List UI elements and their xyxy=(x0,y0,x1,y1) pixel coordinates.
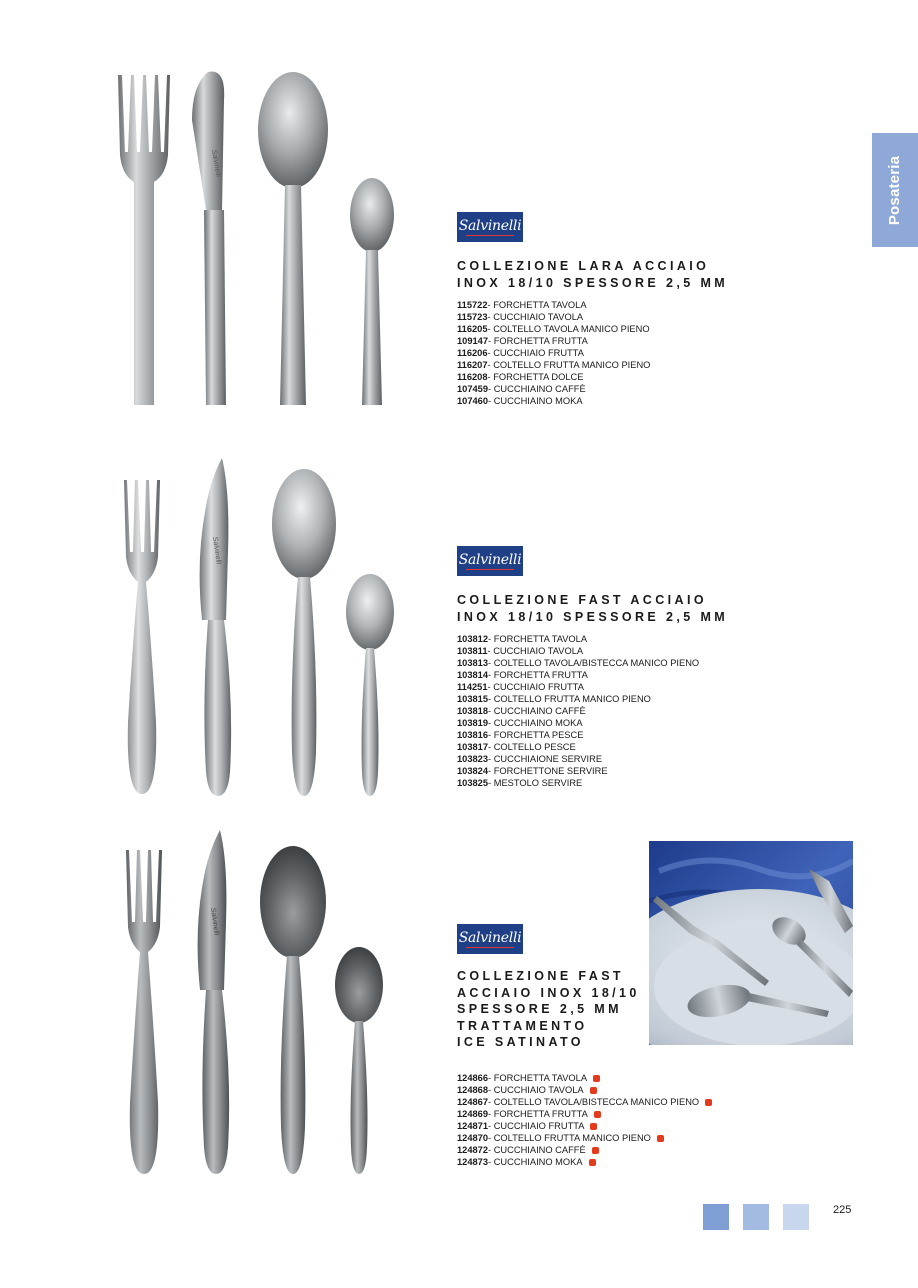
brand-logo: Salvinelli xyxy=(457,924,523,954)
list-item: 116205 - COLTELLO TAVOLA MANICO PIENO xyxy=(457,324,650,334)
fast-cutlery-photo xyxy=(100,452,420,804)
list-item: 115722 - FORCHETTA TAVOLA xyxy=(457,300,587,310)
knife xyxy=(192,72,226,405)
list-item: 124867 - COLTELLO TAVOLA/BISTECCA MANICO PIENO xyxy=(457,1096,712,1108)
fork xyxy=(126,850,162,1174)
lara-cutlery-photo xyxy=(100,60,420,415)
collection-title: COLLEZIONE LARA ACCIAIO INOX 18/10 SPESSORE 2,5 MM xyxy=(457,259,729,290)
list-item: 115723 - CUCCHIAIO TAVOLA xyxy=(457,312,584,322)
page-number: 225 xyxy=(833,1204,852,1216)
new-marker-icon xyxy=(593,1075,600,1082)
list-item: 116207 - COLTELLO FRUTTA MANICO PIENO xyxy=(457,360,651,370)
knife xyxy=(200,458,232,796)
list-item: 103823 - CUCCHIAIONE SERVIRE xyxy=(457,754,603,764)
list-item: 114251 - CUCCHIAIO FRUTTA xyxy=(457,682,584,692)
list-item: 116208 - FORCHETTA DOLCE xyxy=(457,372,584,382)
new-marker-icon xyxy=(594,1111,601,1118)
table-spoon xyxy=(258,72,328,405)
collection-title: COLLEZIONE FAST ACCIAIO INOX 18/10 SPESSORE 2,5 MM TRATTAMENTO ICE SATINATO xyxy=(457,969,640,1049)
table-setting-photo xyxy=(649,841,853,1045)
list-item: 107459 - CUCCHIAINO CAFFÈ xyxy=(457,384,586,394)
list-item: 103825 - MESTOLO SERVIRE xyxy=(457,778,583,788)
fast-ice-cutlery-photo xyxy=(100,822,420,1184)
list-item: 103819 - CUCCHIAINO MOKA xyxy=(457,718,583,728)
tea-spoon xyxy=(335,947,383,1174)
footer-square xyxy=(703,1204,729,1230)
list-item: 103824 - FORCHETTONE SERVIRE xyxy=(457,766,608,776)
new-marker-icon xyxy=(590,1087,597,1094)
list-item: 107460 - CUCCHIAINO MOKA xyxy=(457,396,583,406)
footer-square xyxy=(783,1204,809,1230)
list-item: 103813 - COLTELLO TAVOLA/BISTECCA MANICO PIENO xyxy=(457,658,700,668)
list-item: 124871 - CUCCHIAIO FRUTTA xyxy=(457,1120,712,1132)
product-list xyxy=(457,633,699,789)
svg-text:Salvinelli: Salvinelli xyxy=(210,149,222,178)
footer-square xyxy=(743,1204,769,1230)
new-marker-icon xyxy=(705,1099,712,1106)
svg-text:Salvinelli: Salvinelli xyxy=(211,536,222,565)
new-marker-icon xyxy=(657,1135,664,1142)
list-item: 109147 - FORCHETTA FRUTTA xyxy=(457,336,588,346)
list-item: 103816 - FORCHETTA PESCE xyxy=(457,730,584,740)
list-item: 116206 - CUCCHIAIO FRUTTA xyxy=(457,348,584,358)
product-list xyxy=(457,299,650,407)
list-item: 124866 - FORCHETTA TAVOLA xyxy=(457,1072,712,1084)
collection-title: COLLEZIONE FAST ACCIAIO INOX 18/10 SPESSORE 2,5 MM xyxy=(457,593,729,624)
fork xyxy=(124,480,160,794)
list-item: 124869 - FORCHETTA FRUTTA xyxy=(457,1108,712,1120)
list-item: 124870 - COLTELLO FRUTTA MANICO PIENO xyxy=(457,1132,712,1144)
list-item: 103815 - COLTELLO FRUTTA MANICO PIENO xyxy=(457,694,651,704)
list-item: 103818 - CUCCHIAINO CAFFÈ xyxy=(457,706,586,716)
brand-logo: Salvinelli xyxy=(457,212,523,242)
new-marker-icon xyxy=(589,1159,596,1166)
section-tab[interactable] xyxy=(872,133,918,247)
section-tab-label: Posateria xyxy=(886,155,904,225)
list-item: 103811 - CUCCHIAIO TAVOLA xyxy=(457,646,584,656)
knife xyxy=(198,830,230,1174)
tea-spoon xyxy=(346,574,394,796)
list-item: 124868 - CUCCHIAIO TAVOLA xyxy=(457,1084,712,1096)
table-spoon xyxy=(272,469,336,796)
brand-logo: Salvinelli xyxy=(457,546,523,576)
product-list xyxy=(457,1072,712,1168)
fork xyxy=(118,75,170,405)
list-item: 103812 - FORCHETTA TAVOLA xyxy=(457,634,588,644)
tea-spoon xyxy=(350,178,394,405)
table-spoon xyxy=(260,846,326,1174)
new-marker-icon xyxy=(590,1123,597,1130)
list-item: 103814 - FORCHETTA FRUTTA xyxy=(457,670,588,680)
list-item: 124872 - CUCCHIAINO CAFFÈ xyxy=(457,1144,712,1156)
list-item: 103817 - COLTELLO PESCE xyxy=(457,742,576,752)
new-marker-icon xyxy=(592,1147,599,1154)
svg-text:Salvinelli: Salvinelli xyxy=(209,907,220,936)
list-item: 124873 - CUCCHIAINO MOKA xyxy=(457,1156,712,1168)
